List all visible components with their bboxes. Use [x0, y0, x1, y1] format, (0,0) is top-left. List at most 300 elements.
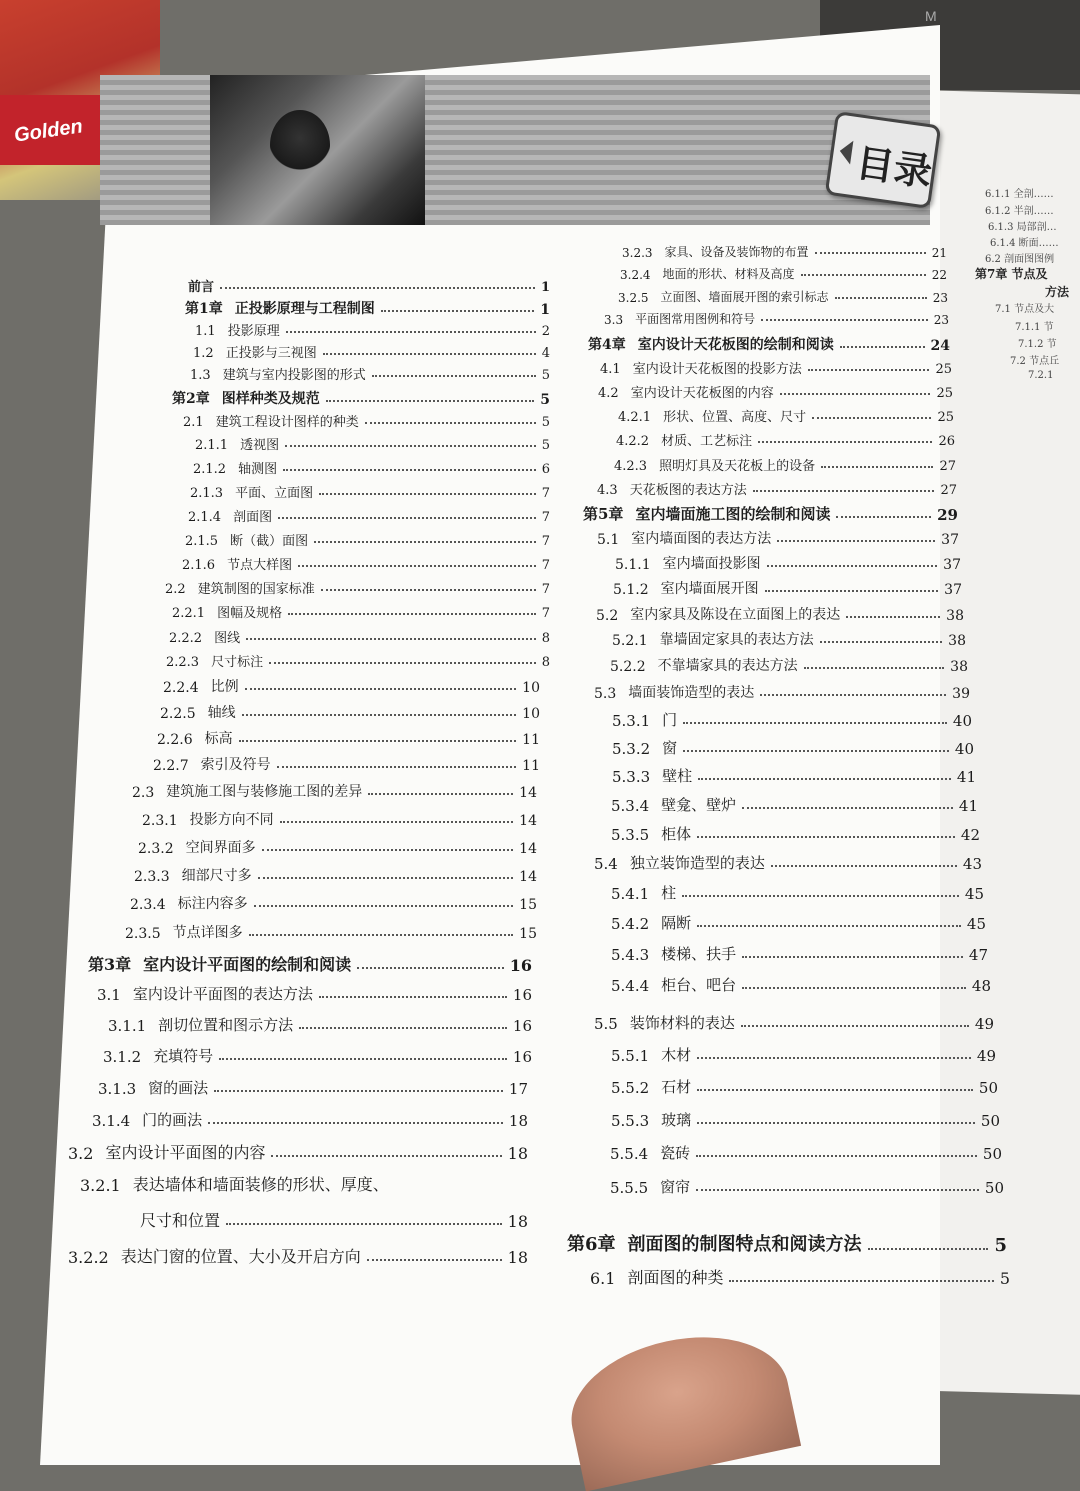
toc-entry-number: 1.3	[190, 368, 211, 383]
toc-entry-number: 5.5.2	[611, 1079, 650, 1097]
toc-entry	[612, 709, 972, 730]
toc-entry-page: 40	[954, 740, 974, 758]
toc-entry-page: 6	[541, 462, 550, 477]
toc-entry-number: 2.2.1	[172, 606, 206, 621]
toc-entry-page: 5	[994, 1235, 1007, 1256]
toc-entry-title: 室内墙面施工图的绘制和阅读	[635, 505, 831, 523]
toc-entry-page: 7	[541, 534, 550, 549]
toc-entry-page: 25	[937, 410, 954, 425]
toc-entry-title: 室内设计天花板图的投影方法	[632, 362, 802, 377]
right-page-line: 6.1.1 全剖……	[985, 189, 1054, 200]
toc-entry-title: 图线	[214, 631, 241, 646]
toc-leader-dots	[697, 1089, 973, 1091]
toc-entry-number: 4.2.1	[618, 410, 652, 425]
toc-entry-number: 5.4	[594, 855, 618, 873]
toc-leader-dots	[319, 493, 536, 495]
toc-leader-dots	[760, 694, 946, 696]
toc-entry-title: 靠墙固定家具的表达方法	[659, 632, 814, 648]
toc-entry	[610, 655, 968, 675]
toc-entry-number: 3.2.5	[618, 291, 649, 305]
toc-entry	[612, 765, 976, 786]
toc-entry-title: 建筑工程设计图样的种类	[215, 415, 359, 430]
toc-entry-page: 18	[507, 1144, 528, 1163]
toc-entry-number: 5.2.2	[610, 659, 646, 675]
toc-leader-dots	[245, 688, 517, 690]
toc-entry	[614, 455, 956, 474]
toc-entry	[68, 1140, 528, 1163]
toc-entry-page: 21	[931, 246, 947, 260]
toc-entry-title: 节点大样图	[227, 558, 293, 573]
toc-entry-title: 柱	[661, 884, 677, 902]
toc-entry-title: 前言	[188, 280, 215, 295]
toc-entry-number: 2.2.5	[160, 706, 196, 722]
toc-entry-number: 第3章	[88, 955, 132, 974]
toc-entry-number: 3.2.1	[80, 1176, 121, 1195]
toc-entry-page: 15	[519, 897, 537, 913]
toc-entry-number: 5.5.3	[611, 1112, 650, 1130]
toc-entry-title: 室内设计天花板图的内容	[630, 386, 774, 401]
toc-leader-dots	[697, 1057, 971, 1059]
box-logo: Golden	[12, 115, 85, 147]
toc-entry	[142, 809, 537, 829]
right-page-line: 6.1.2 半剖……	[985, 206, 1054, 217]
toc-entry-number: 3.1.1	[108, 1017, 147, 1035]
toc-entry	[612, 737, 974, 758]
toc-entry	[169, 627, 550, 646]
toc-entry	[618, 406, 954, 425]
toc-entry	[612, 629, 966, 649]
toc-leader-dots	[761, 319, 928, 321]
keyboard-key: M	[925, 8, 937, 24]
toc-leader-dots	[753, 490, 935, 492]
toc-entry-page: 16	[512, 986, 532, 1004]
toc-entry-number: 6.1	[590, 1269, 616, 1288]
toc-entry-number: 第2章	[172, 391, 210, 407]
toc-entry-page: 37	[943, 557, 961, 573]
toc-entry	[163, 676, 540, 696]
toc-entry-number: 第5章	[583, 505, 624, 523]
toc-leader-dots	[269, 662, 536, 664]
toc-entry-number: 5.4.4	[611, 977, 650, 995]
toc-entry-title: 剖切位置和图示方法	[158, 1016, 294, 1034]
toc-entry-number: 2.3.1	[142, 813, 178, 829]
toc-entry-number: 2.1.1	[195, 438, 229, 453]
toc-entry	[97, 983, 532, 1004]
toc-entry-number: 3.3	[604, 313, 624, 327]
toc-entry	[567, 1230, 1007, 1256]
toc-entry	[134, 865, 537, 885]
toc-entry	[600, 358, 952, 377]
toc-entry	[190, 482, 550, 501]
toc-entry	[195, 320, 550, 339]
toc-entry-title: 室内设计天花板图的绘制和阅读	[637, 337, 834, 353]
toc-entry-title: 平面图常用图例和符号	[635, 312, 756, 326]
toc-entry-page: 18	[508, 1112, 528, 1130]
toc-entry-number: 2.1	[183, 415, 204, 430]
toc-entry	[172, 602, 550, 621]
toc-entry-number: 2.2.7	[153, 758, 189, 774]
right-page-line: 6.1.4 断面……	[990, 238, 1059, 249]
toc-leader-dots	[280, 821, 514, 823]
toc-entry	[193, 342, 550, 361]
toc-entry-title: 室内墙面图的表达方法	[631, 531, 772, 547]
toc-entry-title: 透视图	[240, 438, 280, 453]
toc-entry-title: 门	[662, 711, 678, 729]
toc-entry	[615, 553, 961, 573]
toc-leader-dots	[219, 1058, 507, 1060]
toc-entry-number: 5.5	[594, 1015, 618, 1033]
toc-entry-title: 比例	[210, 679, 239, 695]
toc-entry	[108, 1014, 532, 1035]
toc-entry-page: 10	[522, 680, 540, 696]
toc-entry-number: 2.1.6	[182, 558, 216, 573]
toc-entry	[598, 382, 953, 401]
toc-entry	[611, 882, 984, 903]
toc-entry	[594, 852, 982, 873]
toc-entry-number: 2.3.3	[134, 869, 170, 885]
toc-entry-title: 隔断	[661, 914, 692, 932]
toc-entry-page: 16	[512, 1048, 532, 1066]
toc-entry-number: 5.3.3	[612, 768, 651, 786]
toc-entry-title: 室内设计平面图的内容	[105, 1143, 266, 1162]
toc-entry-page: 50	[982, 1145, 1002, 1163]
toc-entry-title: 正投影原理与工程制图	[234, 301, 375, 317]
toc-leader-dots	[357, 967, 504, 969]
toc-entry-number: 2.2.3	[166, 655, 200, 670]
toc-leader-dots	[288, 613, 536, 615]
toc-entry-title: 家具、设备及装饰物的布置	[664, 245, 809, 259]
toc-entry-title: 轴线	[207, 705, 236, 721]
toc-leader-dots	[372, 375, 536, 377]
toc-leader-dots	[729, 1280, 993, 1282]
toc-entry	[620, 265, 947, 282]
toc-leader-dots	[326, 400, 535, 402]
toc-entry-number: 5.1.2	[613, 582, 649, 598]
toc-entry-page: 7	[541, 606, 550, 621]
toc-entry	[597, 528, 959, 548]
toc-entry	[611, 943, 988, 964]
toc-entry-page: 50	[984, 1179, 1004, 1197]
toc-entry-title: 独立装饰造型的表达	[629, 854, 765, 872]
toc-entry-page: 49	[974, 1015, 994, 1033]
toc-entry-page: 2	[541, 324, 550, 339]
toc-entry-title: 正投影与三视图	[225, 346, 317, 361]
toc-entry-title: 窗的画法	[148, 1079, 209, 1097]
toc-entry-number: 5.1.1	[615, 557, 651, 573]
toc-entry-title: 标高	[204, 731, 233, 747]
toc-entry-page: 38	[950, 659, 968, 675]
toc-entry-title: 墙面装饰造型的表达	[628, 685, 755, 701]
right-page-line: 7.1.1 节	[1015, 322, 1054, 333]
right-page-line: 6.2 剖面图图例	[985, 254, 1055, 265]
toc-badge	[825, 111, 942, 209]
toc-entry-title: 轴测图	[238, 462, 278, 477]
toc-leader-dots	[285, 445, 536, 447]
toc-entry-title: 尺寸标注	[211, 655, 264, 670]
toc-entry	[160, 702, 540, 722]
toc-entry-page: 17	[508, 1080, 528, 1098]
toc-entry	[588, 334, 950, 354]
toc-entry-number: 2.2.4	[163, 680, 199, 696]
toc-leader-dots	[697, 925, 961, 927]
toc-entry-page: 45	[964, 885, 984, 903]
toc-entry-title: 室内家具及陈设在立面图上的表达	[630, 607, 841, 623]
toc-leader-dots	[367, 1259, 502, 1261]
toc-entry-page: 50	[980, 1112, 1000, 1130]
toc-entry	[616, 430, 955, 449]
toc-entry-title: 标注内容多	[177, 896, 248, 912]
toc-entry	[613, 578, 962, 598]
toc-entry	[132, 781, 537, 801]
toc-entry-page: 38	[946, 608, 964, 624]
toc-entry-page: 14	[519, 841, 537, 857]
toc-leader-dots	[246, 638, 536, 640]
toc-entry-number: 5.4.1	[611, 885, 650, 903]
toc-entry-page: 27	[940, 483, 957, 498]
toc-entry-title: 建筑与室内投影图的形式	[222, 368, 366, 383]
toc-leader-dots	[321, 589, 536, 591]
toc-leader-dots	[697, 1122, 975, 1124]
right-page-line: 第7章 节点及	[975, 267, 1048, 281]
toc-entry-title: 天花板图的表达方法	[629, 483, 747, 498]
toc-entry-title: 投影原理	[227, 324, 280, 339]
right-page-line: 6.1.3 局部剖…	[988, 222, 1057, 233]
toc-entry	[610, 1142, 1002, 1163]
toc-entry-page: 48	[971, 977, 991, 995]
right-page-line: 7.2.1	[1028, 370, 1054, 381]
toc-leader-dots	[846, 616, 940, 618]
toc-entry-page: 47	[968, 946, 988, 964]
toc-entry-number: 5.3.5	[611, 826, 650, 844]
toc-entry	[611, 912, 986, 933]
toc-entry-title: 石材	[661, 1078, 692, 1096]
arrow-left-icon	[838, 139, 853, 164]
toc-entry-number: 4.2.2	[616, 434, 650, 449]
toc-entry	[193, 458, 550, 477]
toc-entry-title: 照明灯具及天花板上的设备	[659, 459, 816, 474]
toc-entry-page: 8	[541, 631, 550, 646]
toc-entry-page: 23	[932, 291, 948, 305]
toc-leader-dots	[271, 1155, 501, 1157]
toc-leader-dots	[319, 996, 507, 998]
toc-entry	[195, 434, 550, 453]
toc-entry-number: 5.3.2	[612, 740, 651, 758]
toc-leader-dots	[758, 441, 932, 443]
toc-entry-page: 7	[541, 486, 550, 501]
toc-entry-number: 5.4.2	[611, 915, 650, 933]
toc-entry-title: 室内墙面投影图	[662, 556, 761, 572]
toc-leader-dots	[696, 1155, 977, 1157]
toc-leader-dots	[698, 778, 951, 780]
toc-entry-number: 4.1	[600, 362, 621, 377]
toc-entry-number: 4.3	[597, 483, 618, 498]
toc-entry	[190, 364, 550, 383]
toc-entry-number: 第1章	[185, 301, 223, 317]
toc-entry	[68, 1244, 528, 1267]
toc-leader-dots	[771, 865, 957, 867]
toc-entry-number: 3.1.3	[98, 1080, 137, 1098]
toc-leader-dots	[780, 393, 931, 395]
toc-entry-number: 2.1.5	[185, 534, 219, 549]
toc-leader-dots	[868, 1248, 989, 1250]
toc-entry-number: 5.2	[596, 608, 619, 624]
toc-entry	[92, 1109, 528, 1130]
toc-leader-dots	[820, 641, 943, 643]
toc-entry-title: 图幅及规格	[217, 606, 283, 621]
toc-entry-number: 3.2.4	[620, 268, 651, 282]
toc-entry	[185, 298, 550, 318]
toc-leader-dots	[742, 987, 966, 989]
toc-entry-number: 2.1.3	[190, 486, 224, 501]
toc-leader-dots	[249, 934, 514, 936]
toc-entry	[165, 578, 550, 597]
toc-leader-dots	[298, 565, 536, 567]
toc-entry	[157, 728, 540, 748]
toc-leader-dots	[365, 422, 536, 424]
toc-leader-dots	[840, 346, 925, 348]
toc-leader-dots	[821, 466, 933, 468]
toc-entry	[611, 1109, 1000, 1130]
toc-entry	[125, 922, 537, 942]
toc-entry-page: 29	[937, 506, 958, 524]
toc-leader-dots	[697, 836, 955, 838]
toc-entry	[166, 651, 550, 670]
toc-leader-dots	[239, 740, 517, 742]
toc-entry-page: 26	[938, 434, 955, 449]
toc-entry-number: 4.2.3	[614, 459, 648, 474]
toc-entry-page: 4	[541, 346, 550, 361]
toc-entry	[172, 388, 550, 408]
toc-entry	[611, 1076, 998, 1097]
toc-entry-page: 40	[952, 712, 972, 730]
toc-entry-title: 节点详图多	[172, 925, 243, 941]
toc-entry-page: 22	[931, 268, 947, 282]
toc-entry-title: 材质、工艺标注	[661, 434, 753, 449]
toc-entry-title: 平面、立面图	[235, 486, 314, 501]
toc-entry-page: 25	[935, 362, 952, 377]
toc-entry-page: 11	[522, 732, 540, 748]
toc-leader-dots	[254, 905, 514, 907]
toc-entry	[610, 1176, 1004, 1197]
toc-entry-title: 壁柱	[662, 767, 693, 785]
toc-entry-page: 11	[522, 758, 540, 774]
toc-entry-title: 表达墙体和墙面装修的形状、厚度、	[132, 1175, 389, 1194]
toc-entry-number: 3.1.4	[92, 1112, 131, 1130]
toc-leader-dots	[323, 353, 536, 355]
toc-entry-page: 15	[519, 926, 537, 942]
toc-leader-dots	[741, 1025, 969, 1027]
toc-entry	[188, 506, 550, 525]
toc-entry-title: 装饰材料的表达	[629, 1014, 735, 1032]
toc-entry-page: 39	[952, 686, 970, 702]
toc-entry-title: 投影方向不同	[189, 812, 274, 828]
toc-entry-title: 建筑施工图与装修施工图的差异	[166, 784, 363, 800]
toc-entry-title: 剖面图	[233, 510, 273, 525]
toc-entry-page: 18	[507, 1212, 528, 1231]
toc-entry	[153, 754, 540, 774]
toc-leader-dots	[214, 1090, 503, 1092]
toc-entry-title: 室内设计平面图的表达方法	[132, 985, 313, 1003]
toc-entry-title: 不靠墙家具的表达方法	[657, 658, 798, 674]
toc-entry	[88, 952, 532, 975]
toc-entry	[80, 1172, 480, 1195]
toc-leader-dots	[742, 807, 953, 809]
toc-entry-title: 室内设计平面图的绘制和阅读	[143, 955, 352, 974]
toc-entry-page: 38	[948, 633, 966, 649]
toc-entry-number: 5.1	[597, 532, 620, 548]
toc-entry-page: 7	[541, 582, 550, 597]
toc-entry-page: 14	[519, 869, 537, 885]
toc-entry-number: 1.2	[193, 346, 214, 361]
toc-entry-page: 10	[522, 706, 540, 722]
toc-leader-dots	[801, 274, 926, 276]
toc-entry	[611, 974, 991, 995]
toc-leader-dots	[777, 540, 935, 542]
toc-entry-page: 41	[958, 797, 978, 815]
toc-entry	[604, 310, 949, 327]
toc-leader-dots	[767, 565, 938, 567]
toc-entry-page: 41	[956, 768, 976, 786]
toc-entry-title: 玻璃	[661, 1111, 692, 1129]
toc-entry-title: 木材	[661, 1046, 692, 1064]
toc-entry-page: 5	[999, 1269, 1010, 1288]
toc-entry-page: 42	[960, 826, 980, 844]
toc-entry-number: 5.2.1	[612, 633, 648, 649]
toc-entry-number: 第4章	[588, 337, 626, 353]
toc-entry	[590, 1265, 1010, 1288]
toc-entry-page: 43	[962, 855, 982, 873]
toc-entry-title: 瓷砖	[660, 1144, 691, 1162]
toc-entry-page: 5	[541, 415, 550, 430]
toc-entry-page: 16	[509, 956, 532, 975]
toc-entry-number: 2.3.4	[130, 897, 166, 913]
toc-entry-number: 5.5.5	[610, 1179, 649, 1197]
toc-entry-number: 5.5.4	[610, 1145, 649, 1163]
toc-entry-page: 1	[540, 280, 550, 295]
toc-entry-page: 8	[541, 655, 550, 670]
toc-entry	[622, 243, 947, 260]
toc-entry-number: 2.3	[132, 785, 155, 801]
toc-entry	[98, 1077, 528, 1098]
toc-entry-page: 14	[519, 785, 537, 801]
toc-leader-dots	[278, 517, 536, 519]
toc-entry	[618, 288, 948, 305]
toc-entry-title: 柜台、吧台	[661, 976, 737, 994]
toc-leader-dots	[314, 541, 536, 543]
toc-entry-page: 45	[966, 915, 986, 933]
toc-entry	[103, 1045, 532, 1066]
toc-entry	[596, 604, 964, 624]
toc-entry-page: 27	[939, 459, 956, 474]
toc-entry-number: 2.3.2	[138, 841, 174, 857]
toc-leader-dots	[242, 714, 517, 716]
toc-leader-dots	[226, 1223, 502, 1225]
toc-entry-title: 图样种类及规范	[221, 391, 320, 407]
toc-entry-title: 剖面图的种类	[627, 1268, 724, 1287]
toc-entry-continuation	[140, 1208, 528, 1231]
toc-entry-title: 建筑制图的国家标准	[197, 582, 315, 597]
toc-entry-title: 断（截）面图	[230, 534, 309, 549]
toc-entry-number: 4.2	[598, 386, 619, 401]
toc-leader-dots	[835, 297, 927, 299]
right-page-line: 方法	[1045, 285, 1070, 299]
toc-entry-page: 50	[978, 1079, 998, 1097]
toc-leader-dots	[696, 1189, 979, 1191]
toc-leader-dots	[277, 766, 517, 768]
toc-entry-title: 立面图、墙面展开图的索引标志	[660, 290, 829, 304]
toc-entry-number: 5.5.1	[611, 1047, 650, 1065]
toc-entry-number: 5.3.1	[612, 712, 651, 730]
